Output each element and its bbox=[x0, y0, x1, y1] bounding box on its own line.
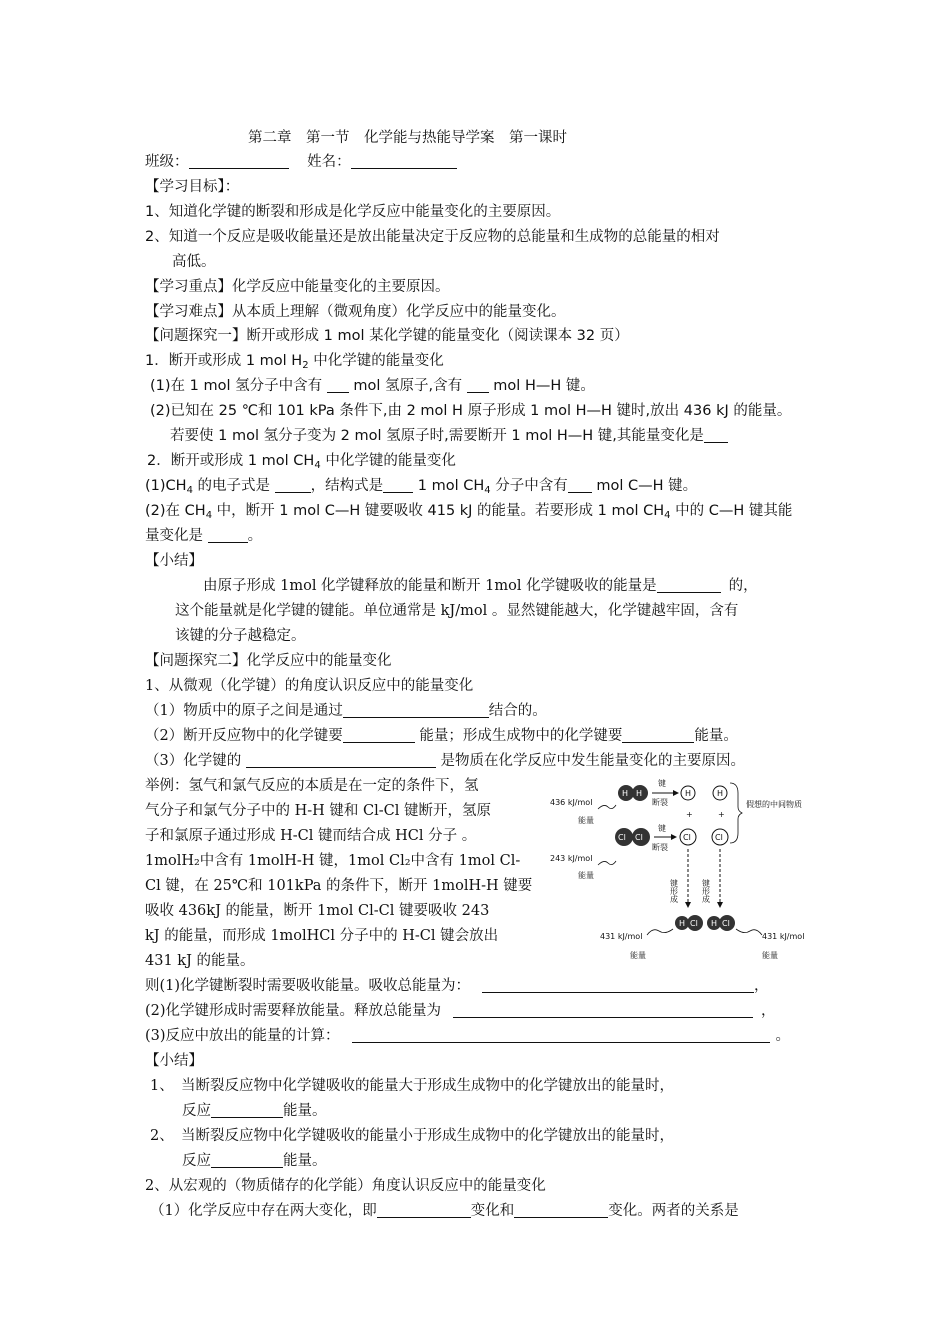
blank[interactable] bbox=[246, 751, 436, 768]
svg-text:H: H bbox=[636, 789, 643, 798]
example-line: 子和氯原子通过形成 H-Cl 键而结合成 HCl 分子 。 bbox=[145, 828, 477, 844]
blank[interactable] bbox=[343, 701, 489, 718]
energy-431-right-label: 431 kJ/mol bbox=[762, 932, 805, 941]
class-label: 班级： bbox=[145, 154, 189, 170]
blank[interactable] bbox=[467, 376, 489, 393]
inquiry2-q2: （2）断开反应物中的化学键要 能量；形成生成物中的化学键要 能量。 bbox=[145, 728, 738, 744]
wavy-arrow bbox=[598, 861, 616, 865]
summary2-item1-cont: 反应 能量。 bbox=[182, 1103, 327, 1119]
blank[interactable] bbox=[514, 1201, 608, 1218]
reaction-energy-diagram bbox=[548, 775, 810, 971]
svg-text:H: H bbox=[717, 789, 724, 798]
header-row bbox=[145, 152, 457, 172]
svg-text:+: + bbox=[718, 810, 725, 819]
blank[interactable] bbox=[482, 976, 754, 993]
summary2-heading: 【小结】 bbox=[145, 1053, 203, 1069]
inquiry2-heading: 【问题探究二】化学反应中的能量变化 bbox=[145, 653, 392, 669]
objective-2: 2、知道一个反应是吸收能量还是放出能量决定于反应物的总能量和生成物的总能量的相对 bbox=[145, 229, 720, 245]
macro-q1: （1）化学反应中存在两大变化，即 变化和 变化。两者的关系是 bbox=[150, 1203, 739, 1219]
key-point: 【学习重点】化学反应中能量变化的主要原因。 bbox=[145, 279, 450, 295]
inquiry1-s2-q2-cont: 量变化是 。 bbox=[145, 528, 263, 544]
example-line: 431 kJ 的能量。 bbox=[145, 953, 255, 969]
example-line: 吸收 436kJ 的能量，断开 1mol Cl-Cl 键要吸收 243 bbox=[145, 903, 490, 919]
name-blank[interactable] bbox=[351, 152, 457, 169]
blank[interactable] bbox=[568, 476, 592, 493]
inquiry2-p1: 1、从微观（化学键）的角度认识反应中的能量变化 bbox=[145, 678, 474, 694]
page-title: 第二章 第一节 化学能与热能导学案 第一课时 bbox=[248, 130, 567, 146]
svg-text:+: + bbox=[686, 810, 693, 819]
summary1-heading: 【小结】 bbox=[145, 553, 203, 569]
energy-431-left-label: 431 kJ/mol bbox=[600, 932, 643, 941]
inquiry1-heading: 【问题探究一】断开或形成 1 mol 某化学键的能量变化（阅读课本 32 页） bbox=[145, 328, 629, 344]
blank[interactable] bbox=[453, 1001, 753, 1018]
example-line: 1molH₂中含有 1molH-H 键，1mol Cl₂中含有 1mol Cl- bbox=[145, 853, 521, 869]
energy-label: 能量 bbox=[578, 816, 594, 825]
blank[interactable] bbox=[352, 1026, 770, 1043]
blank[interactable] bbox=[377, 1201, 471, 1218]
svg-text:键: 键 bbox=[658, 779, 666, 788]
calc-2: (2)化学键形成时需要释放能量。释放总能量为 ， bbox=[145, 1003, 776, 1019]
inquiry1-section2: 2．断开或形成 1 mol $CH_4$ 中化学键的能量变化 bbox=[147, 453, 456, 471]
inquiry1-section1: 1．断开或形成 1 mol $H_2$ 中化学键的能量变化 bbox=[145, 353, 444, 371]
svg-text:键形成: 键形成 bbox=[701, 879, 711, 903]
summary2-item1: 1、 当断裂反应物中化学键吸收的能量大于形成生成物中的化学键放出的能量时， bbox=[150, 1078, 674, 1094]
calc-1: 则(1)化学键断裂时需要吸收能量。吸收总能量为： ， bbox=[145, 978, 769, 994]
calc-3: (3)反应中放出的能量的计算： 。 bbox=[145, 1028, 791, 1044]
svg-text:断裂: 断裂 bbox=[652, 798, 668, 807]
blank[interactable] bbox=[211, 1101, 283, 1118]
svg-text:Cl: Cl bbox=[690, 919, 698, 928]
svg-text:Cl: Cl bbox=[722, 919, 730, 928]
svg-text:Cl: Cl bbox=[715, 833, 723, 842]
svg-text:Cl: Cl bbox=[618, 833, 626, 842]
blank[interactable] bbox=[327, 376, 349, 393]
example-line: 气分子和氯气分子中的 H-H 键和 Cl-Cl 键断开，氢原 bbox=[145, 803, 491, 819]
summary2-item2-cont: 反应 能量。 bbox=[182, 1153, 327, 1169]
energy-436-label: 436 kJ/mol bbox=[550, 798, 593, 807]
objective-2-cont: 高低。 bbox=[172, 254, 216, 270]
objectives-heading: 【学习目标】： bbox=[145, 179, 240, 195]
blank[interactable] bbox=[275, 476, 311, 493]
svg-text:Cl: Cl bbox=[683, 833, 691, 842]
energy-243-label: 243 kJ/mol bbox=[550, 854, 593, 863]
example-line: 举例：氢气和氯气反应的本质是在一定的条件下，氢 bbox=[145, 778, 479, 794]
svg-text:H: H bbox=[622, 789, 629, 798]
blank[interactable] bbox=[343, 726, 415, 743]
inquiry1-q2: (2)已知在 25 ℃和 101 kPa 条件下,由 2 mol H 原子形成 1 mol H—H 键时,放出 436 kJ 的能量。 bbox=[150, 403, 792, 419]
wavy-arrow bbox=[598, 805, 616, 809]
objective-1: 1、知道化学键的断裂和形成是化学反应中能量变化的主要原因。 bbox=[145, 204, 561, 220]
svg-text:Cl: Cl bbox=[635, 833, 643, 842]
blank[interactable] bbox=[657, 576, 721, 593]
inquiry1-q1: (1)在 1 mol 氢分子中含有 mol 氢原子,含有 mol H—H 键。 bbox=[150, 378, 595, 394]
summary1-line1: 由原子形成 1mol 化学键释放的能量和断开 1mol 化学键吸收的能量是 的， bbox=[203, 578, 758, 594]
blank[interactable] bbox=[211, 1151, 283, 1168]
inquiry1-s2-q1: $(1)CH_4$ 的电子式是 ，结构式是 1 mol $CH_4$ 分子中含有 mol C—H 键。 bbox=[145, 478, 698, 496]
hypothetical-label: 假想的中间物质 bbox=[746, 800, 802, 809]
inquiry2-q3: （3）化学键的 是物质在化学反应中发生能量变化的主要原因。 bbox=[145, 753, 745, 769]
class-blank[interactable] bbox=[189, 152, 289, 169]
energy-label: 能量 bbox=[578, 871, 594, 880]
macro-p2: 2、从宏观的（物质储存的化学能）角度认识反应中的能量变化 bbox=[145, 1178, 546, 1194]
example-line: kJ 的能量，而形成 1molHCl 分子中的 H-Cl 键会放出 bbox=[145, 928, 499, 944]
svg-text:能量: 能量 bbox=[630, 951, 646, 960]
svg-text:H: H bbox=[685, 789, 692, 798]
svg-text:能量: 能量 bbox=[762, 951, 778, 960]
svg-text:断裂: 断裂 bbox=[652, 843, 668, 852]
blank[interactable] bbox=[704, 426, 728, 443]
inquiry1-s2-q2: (2)在 $CH_4$ 中，断开 1 mol C—H 键要吸收 415 kJ 的能量。若要形成 1 mol $CH_4$ 中的 C—H 键其能 bbox=[145, 503, 793, 521]
blank[interactable] bbox=[622, 726, 694, 743]
svg-text:键形成: 键形成 bbox=[669, 879, 679, 903]
svg-text:H: H bbox=[711, 919, 718, 928]
name-label: 姓名： bbox=[307, 154, 351, 170]
summary1-line3: 该键的分子越稳定。 bbox=[175, 628, 306, 644]
summary2-item2: 2、 当断裂反应物中化学键吸收的能量小于形成生成物中的化学键放出的能量时， bbox=[150, 1128, 674, 1144]
inquiry1-q2-cont: 若要使 1 mol 氢分子变为 2 mol 氢原子时,需要断开 1 mol H—H 键,其能量变化是 bbox=[170, 426, 728, 446]
blank[interactable] bbox=[383, 476, 413, 493]
svg-text:键: 键 bbox=[658, 824, 666, 833]
difficulty: 【学习难点】从本质上理解（微观角度）化学反应中的能量变化。 bbox=[145, 304, 566, 320]
summary1-line2: 这个能量就是化学键的键能。单位通常是 kJ/mol 。显然键能越大，化学键越牢固，含有 bbox=[175, 603, 739, 619]
blank[interactable] bbox=[208, 526, 248, 543]
example-line: Cl 键，在 25℃和 101kPa 的条件下，断开 1molH-H 键要 bbox=[145, 878, 533, 894]
inquiry2-q1: （1）物质中的原子之间是通过 结合的。 bbox=[145, 703, 547, 719]
svg-text:H: H bbox=[679, 919, 686, 928]
